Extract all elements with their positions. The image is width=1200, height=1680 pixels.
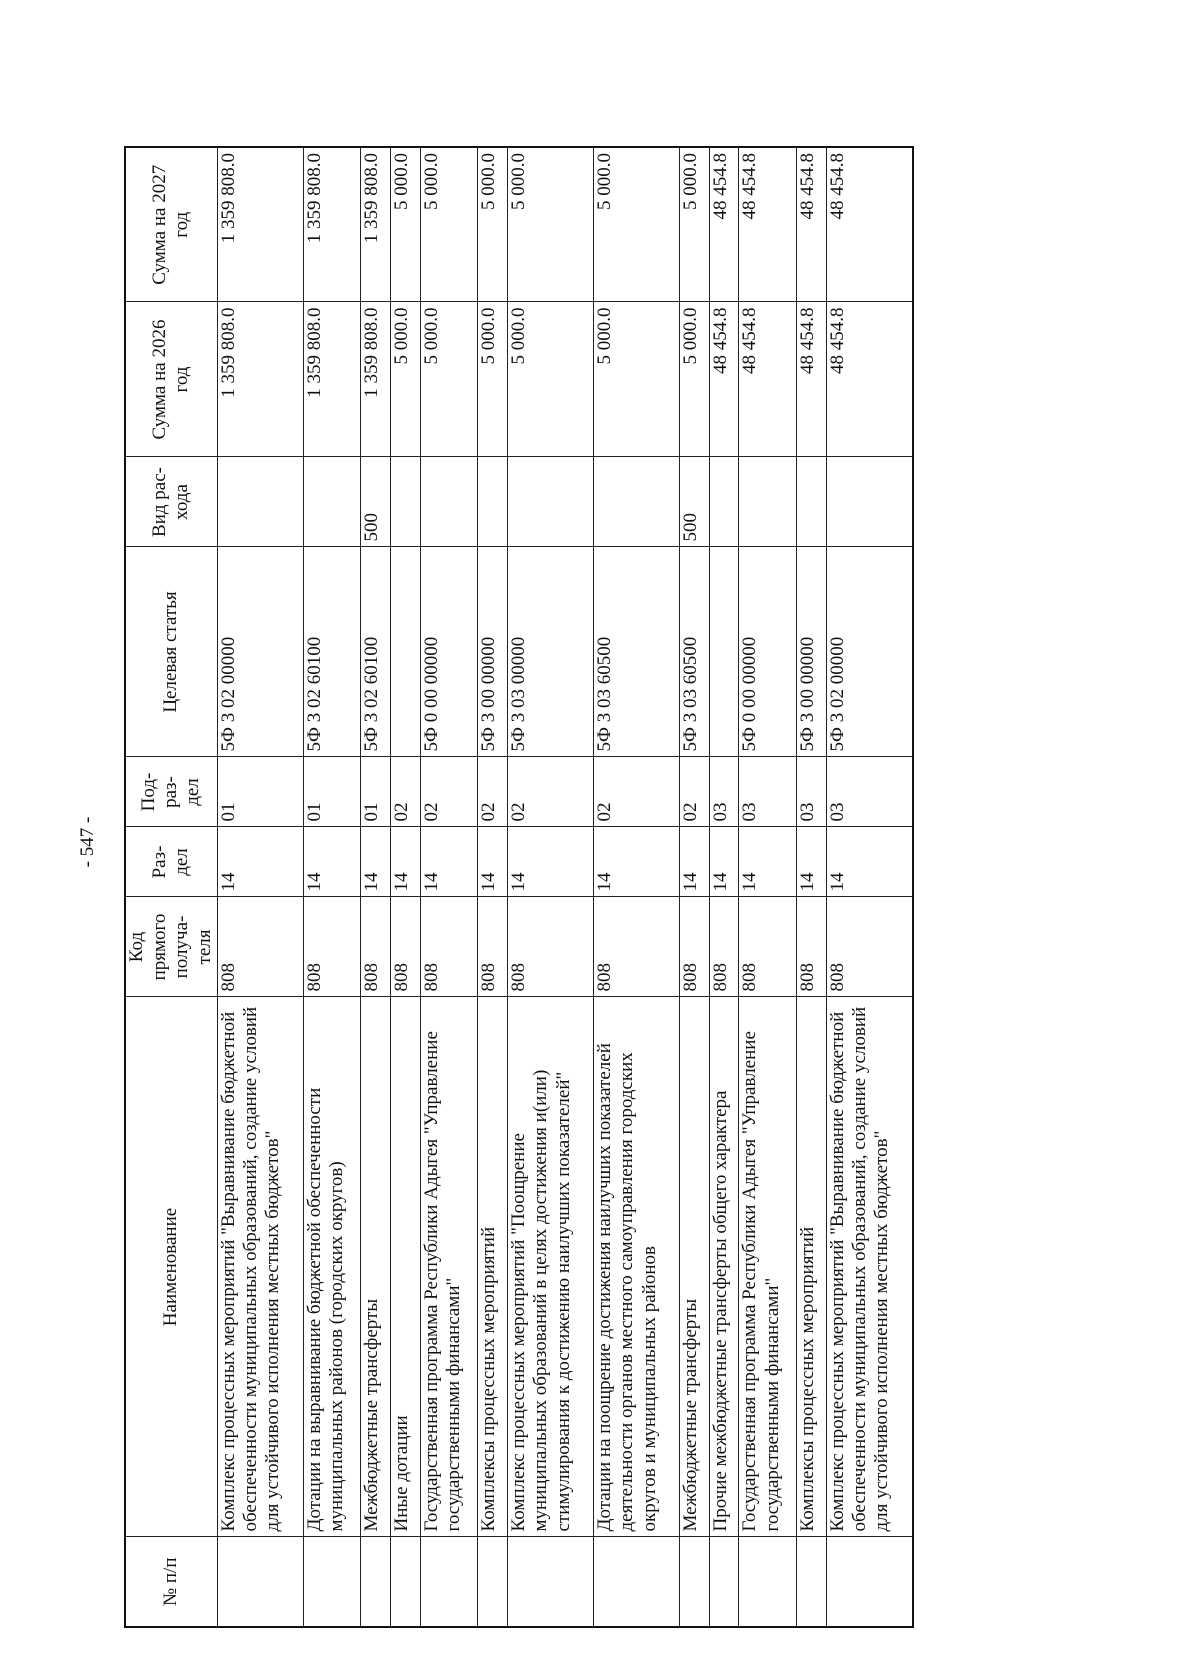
cell-sum-2027: 1 359 808.0 [303,147,361,302]
cell-section: 14 [739,827,797,897]
cell-sum-2027: 5 000.0 [391,147,421,302]
cell-sum-2026: 5 000.0 [391,302,421,457]
cell-section: 14 [507,827,593,897]
cell-subsection: 02 [420,757,478,827]
cell-expense [391,457,421,547]
cell-expense [594,457,680,547]
cell-recipient: 808 [361,897,391,997]
cell-article: 5Ф 3 00 00000 [797,547,827,757]
cell-sum-2026: 48 454.8 [709,302,739,457]
cell-article: 5Ф 3 02 00000 [217,547,303,757]
cell-subsection: 01 [361,757,391,827]
cell-article: 5Ф 3 03 60500 [594,547,680,757]
cell-name: Иные дотации [391,997,421,1537]
cell-recipient: 808 [420,897,478,997]
header-name: Наименование [125,997,217,1537]
cell-article: 5Ф 3 02 60100 [303,547,361,757]
cell-section: 14 [709,827,739,897]
cell-sum-2026: 5 000.0 [478,302,508,457]
cell-section: 14 [420,827,478,897]
cell-section: 14 [797,827,827,897]
cell-sum-2026: 48 454.8 [826,302,913,457]
table-row [709,147,739,1627]
cell-recipient: 808 [797,897,827,997]
cell-subsection: 02 [680,757,710,827]
budget-table-container [124,148,914,1628]
cell-recipient: 808 [217,897,303,997]
cell-expense [507,457,593,547]
cell-sum-2027: 5 000.0 [680,147,710,302]
cell-article: 5Ф 3 03 60500 [680,547,710,757]
table-row [594,147,680,1627]
cell-expense [217,457,303,547]
cell-sum-2027: 1 359 808.0 [217,147,303,302]
header-subsection: Под-раз-дел [125,757,217,827]
budget-table [124,146,914,1628]
cell-num [420,1537,478,1627]
cell-section: 14 [217,827,303,897]
cell-sum-2026: 48 454.8 [739,302,797,457]
page-number: - 547 - [77,816,98,868]
cell-sum-2027: 48 454.8 [826,147,913,302]
cell-recipient: 808 [303,897,361,997]
cell-sum-2027: 48 454.8 [739,147,797,302]
cell-num [507,1537,593,1627]
header-sum-2027: Сумма на 2027 год [125,147,217,302]
table-row [507,147,593,1627]
cell-sum-2026: 5 000.0 [420,302,478,457]
cell-section: 14 [594,827,680,897]
cell-num [826,1537,913,1627]
cell-recipient: 808 [478,897,508,997]
cell-article [709,547,739,757]
cell-name: Комплекс процессных мероприятий "Выравнивание бюджетной обеспеченности муниципальных образований, создание условий для устойчивого исполнения местных бюджетов" [217,997,303,1537]
cell-section: 14 [478,827,508,897]
cell-section: 14 [303,827,361,897]
table-row [420,147,478,1627]
cell-name: Комплексы процессных мероприятий [797,997,827,1537]
cell-num [217,1537,303,1627]
cell-sum-2026: 5 000.0 [594,302,680,457]
cell-num [739,1537,797,1627]
cell-sum-2027: 5 000.0 [507,147,593,302]
cell-subsection: 02 [594,757,680,827]
cell-sum-2027: 5 000.0 [478,147,508,302]
cell-expense [478,457,508,547]
cell-num [361,1537,391,1627]
cell-name: Дотации на поощрение достижения наилучших показателей деятельности органов местного самоуправления городских округов и муниципальных районов [594,997,680,1537]
cell-sum-2027: 1 359 808.0 [361,147,391,302]
cell-article: 5Ф 3 02 60100 [361,547,391,757]
cell-expense [709,457,739,547]
cell-name: Комплексы процессных мероприятий [478,997,508,1537]
table-row [361,147,391,1627]
cell-sum-2026: 48 454.8 [797,302,827,457]
cell-recipient: 808 [680,897,710,997]
cell-name: Комплекс процессных мероприятий "Поощрение муниципальных образований в целях достижения и(или) стимулирования к достижению наилучших показателей" [507,997,593,1537]
cell-subsection: 03 [797,757,827,827]
cell-num [709,1537,739,1627]
cell-name: Государственная программа Республики Адыгея "Управление государственными финансами" [739,997,797,1537]
cell-subsection: 01 [217,757,303,827]
table-row [303,147,361,1627]
cell-expense [797,457,827,547]
cell-subsection: 03 [739,757,797,827]
cell-name: Прочие межбюджетные трансферты общего характера [709,997,739,1537]
cell-name: Межбюджетные трансферты [680,997,710,1537]
table-row [797,147,827,1627]
cell-sum-2027: 5 000.0 [594,147,680,302]
cell-subsection: 02 [507,757,593,827]
table-row [680,147,710,1627]
cell-num [391,1537,421,1627]
cell-article: 5Ф 3 03 00000 [507,547,593,757]
cell-recipient: 808 [507,897,593,997]
cell-name: Государственная программа Республики Адыгея "Управление государственными финансами" [420,997,478,1537]
header-expense: Вид рас-хода [125,457,217,547]
cell-subsection: 03 [826,757,913,827]
cell-expense [303,457,361,547]
header-num: № п/п [125,1537,217,1627]
cell-sum-2026: 5 000.0 [680,302,710,457]
cell-subsection: 02 [478,757,508,827]
cell-sum-2027: 48 454.8 [797,147,827,302]
cell-expense [739,457,797,547]
cell-subsection: 02 [391,757,421,827]
cell-sum-2026: 5 000.0 [507,302,593,457]
cell-sum-2027: 5 000.0 [420,147,478,302]
cell-sum-2026: 1 359 808.0 [361,302,391,457]
cell-expense: 500 [680,457,710,547]
cell-sum-2027: 48 454.8 [709,147,739,302]
cell-recipient: 808 [826,897,913,997]
table-row [826,147,913,1627]
cell-num [797,1537,827,1627]
cell-section: 14 [361,827,391,897]
cell-article: 5Ф 0 00 00000 [420,547,478,757]
header-sum-2026: Сумма на 2026 год [125,302,217,457]
cell-section: 14 [391,827,421,897]
header-section: Раз-дел [125,827,217,897]
table-header [125,147,217,1627]
cell-subsection: 01 [303,757,361,827]
cell-name: Дотации на выравнивание бюджетной обеспеченности муниципальных районов (городских округов) [303,997,361,1537]
cell-article [391,547,421,757]
cell-recipient: 808 [709,897,739,997]
cell-num [594,1537,680,1627]
cell-name: Межбюджетные трансферты [361,997,391,1537]
cell-section: 14 [680,827,710,897]
cell-num [303,1537,361,1627]
cell-expense: 500 [361,457,391,547]
header-article: Целевая статья [125,547,217,757]
cell-recipient: 808 [594,897,680,997]
cell-expense [826,457,913,547]
cell-expense [420,457,478,547]
cell-num [680,1537,710,1627]
cell-section: 14 [826,827,913,897]
table-row [739,147,797,1627]
cell-article: 5Ф 0 00 00000 [739,547,797,757]
cell-article: 5Ф 3 02 00000 [826,547,913,757]
cell-recipient: 808 [739,897,797,997]
cell-name: Комплекс процессных мероприятий "Выравнивание бюджетной обеспеченности муниципальных образований, создание условий для устойчивого исполнения местных бюджетов" [826,997,913,1537]
cell-recipient: 808 [391,897,421,997]
cell-article: 5Ф 3 00 00000 [478,547,508,757]
cell-sum-2026: 1 359 808.0 [303,302,361,457]
header-recipient: Код прямого получа-теля [125,897,217,997]
table-body [217,147,913,1627]
table-row [478,147,508,1627]
cell-subsection: 03 [709,757,739,827]
table-row [391,147,421,1627]
table-row [217,147,303,1627]
cell-num [478,1537,508,1627]
cell-sum-2026: 1 359 808.0 [217,302,303,457]
